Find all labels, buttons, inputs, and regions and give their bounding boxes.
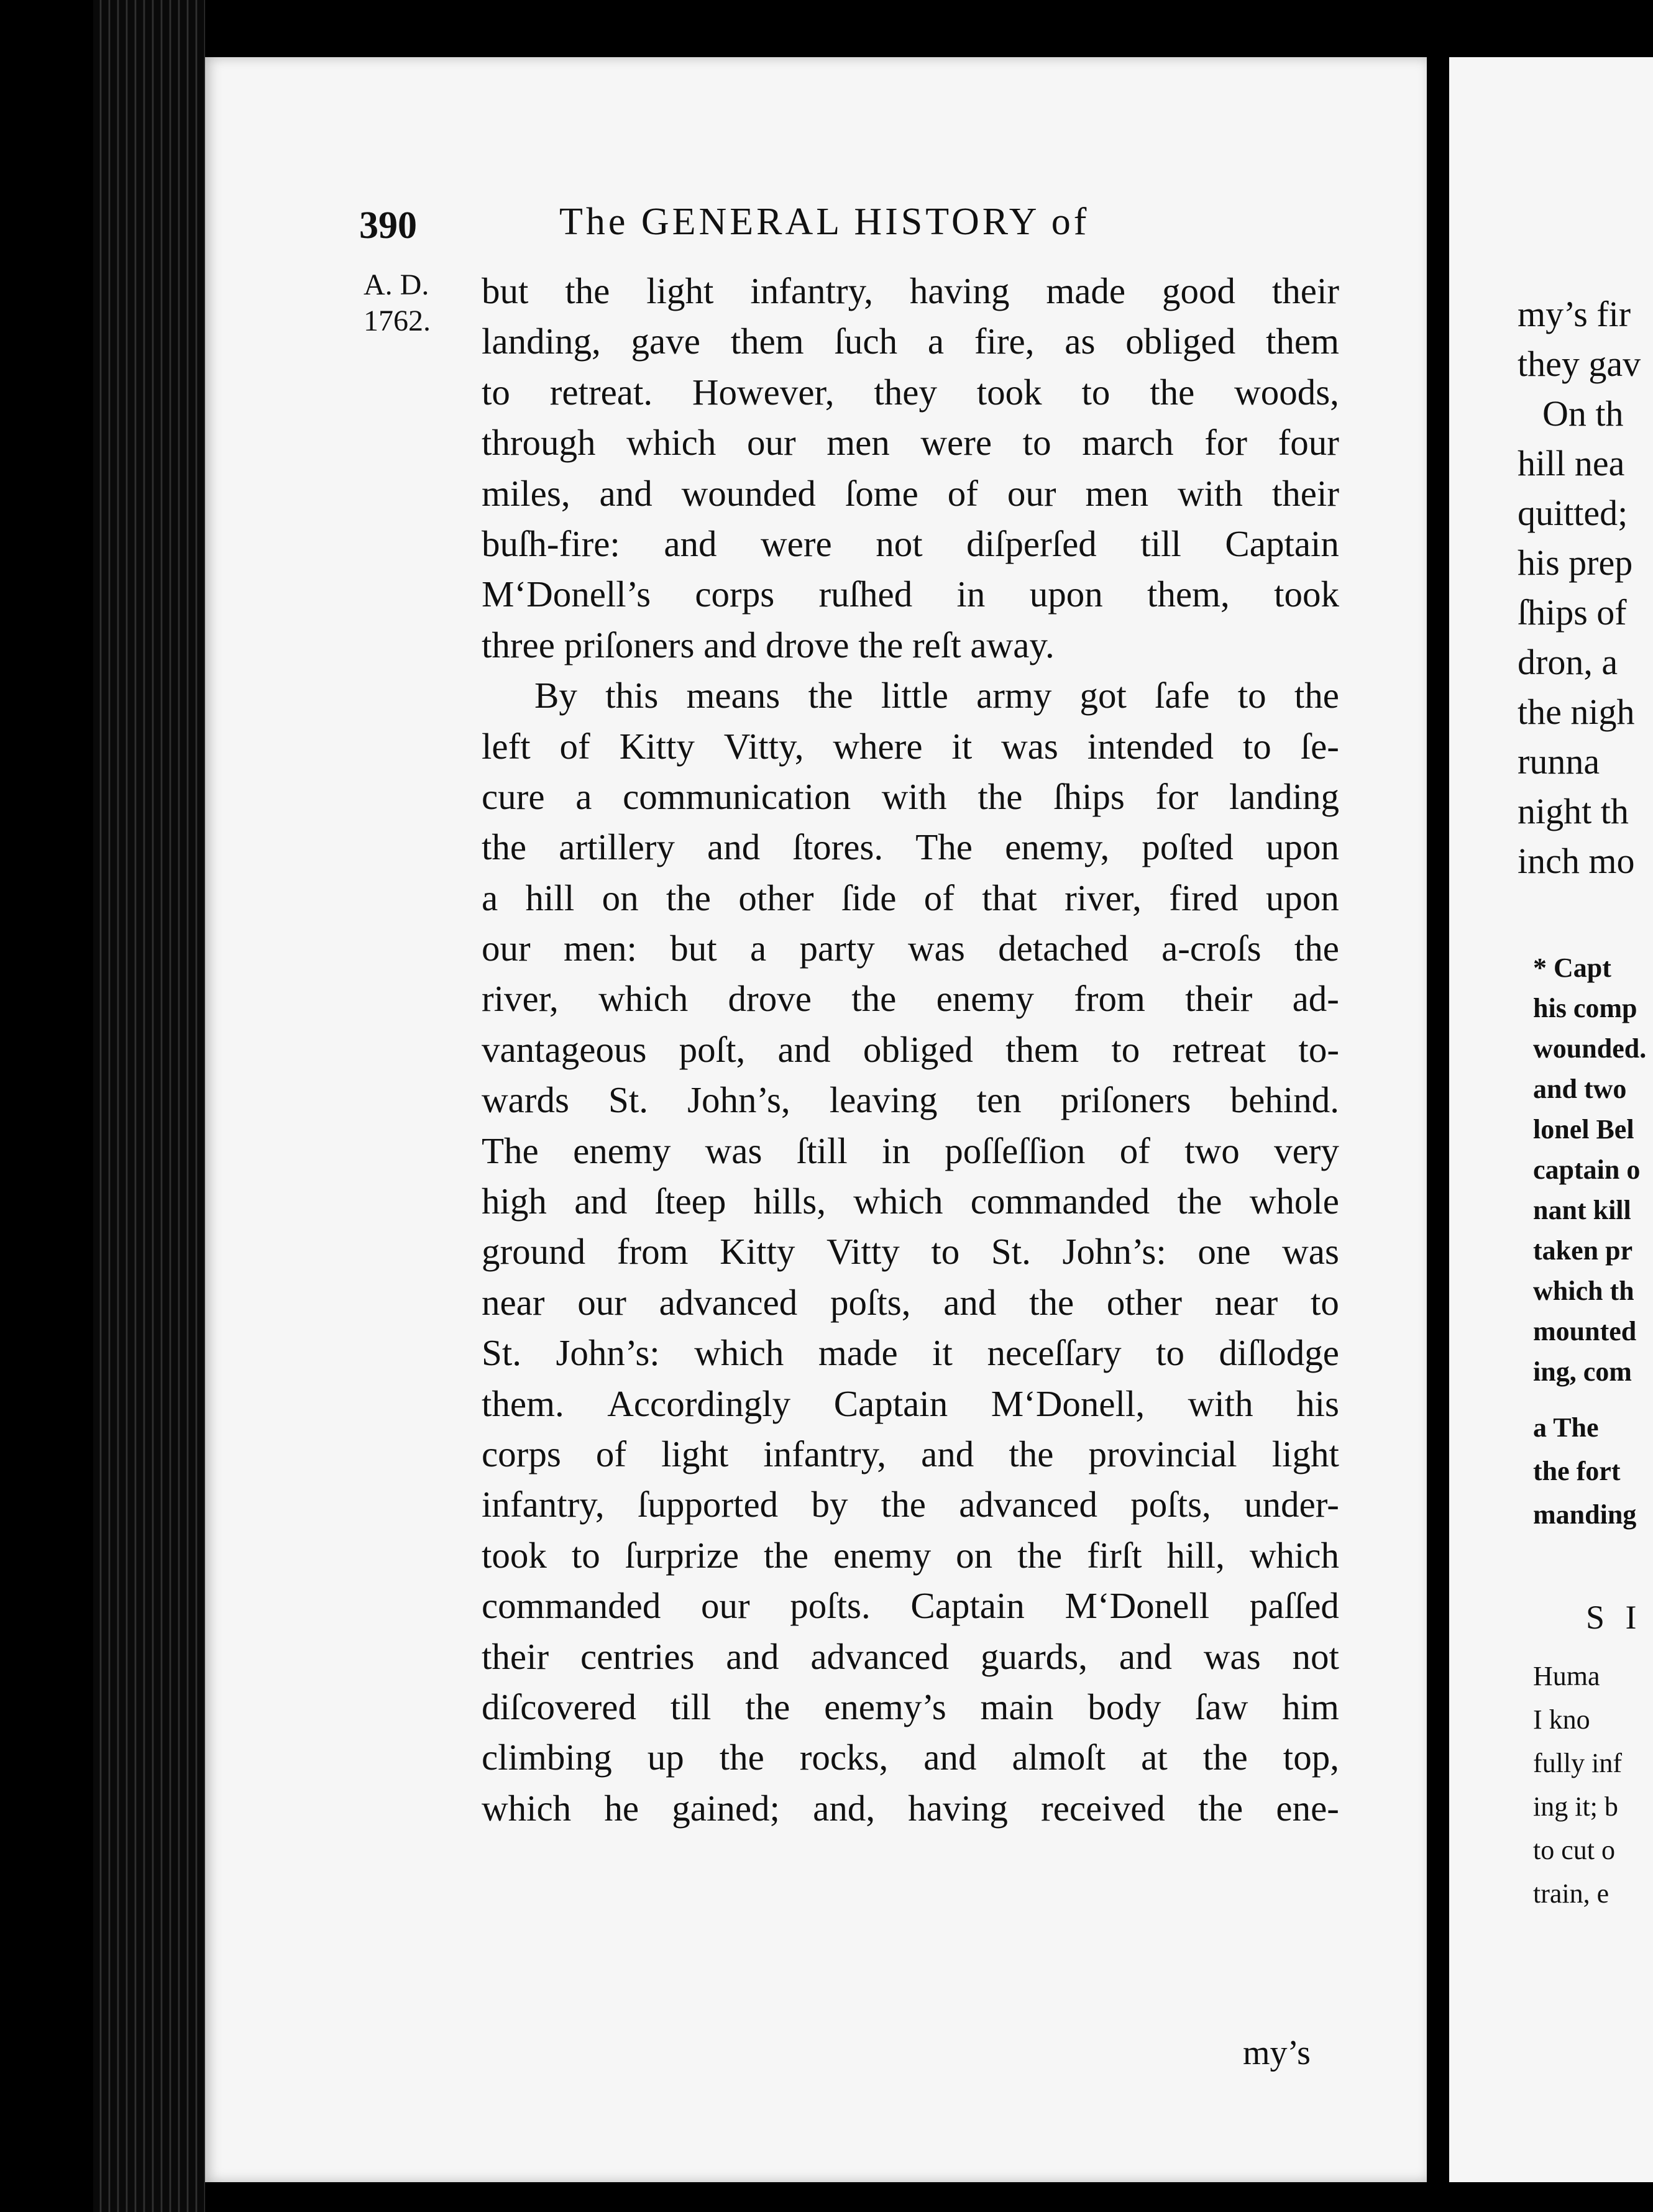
text-line: ground from Kitty Vitty to St. John’s: one was [482, 1231, 1339, 1273]
right-page-footnote-line: ing, com [1533, 1356, 1632, 1387]
text-line: their centries and advanced guards, and was not [482, 1635, 1339, 1677]
right-page-footnote-line: taken pr [1533, 1235, 1633, 1266]
text-line: corps of light infantry, and the provincial light [482, 1433, 1339, 1474]
right-page-line: the nigh [1518, 692, 1635, 732]
right-page-line: they gav [1518, 344, 1641, 384]
right-page-footnote-line: captain o [1533, 1154, 1641, 1185]
text-line: a hill on the other ſide of that river, fired upon [482, 877, 1339, 918]
text-line: through which our men were to march for four [482, 422, 1339, 464]
right-page-footnote-line: lonel Bel [1533, 1114, 1634, 1145]
right-page-line: ſhips of [1518, 592, 1627, 633]
right-page-partial [1449, 57, 1653, 2182]
right-page-footnote-line: and two [1533, 1074, 1627, 1104]
right-page-footnote-line: which th [1533, 1276, 1634, 1306]
text-line: wards St. John’s, leaving ten priſoners behind. [482, 1079, 1339, 1121]
text-line: to retreat. However, they took to the woods, [482, 371, 1339, 413]
right-page-footnote-line: wounded. [1533, 1033, 1647, 1064]
text-line: St. John’s: which made it neceſſary to diſlodge [482, 1332, 1339, 1374]
right-page-footnote-line: manding [1533, 1499, 1637, 1530]
right-page-footnote-line: the fort [1533, 1456, 1621, 1486]
right-page-section-line: to cut o [1533, 1835, 1615, 1865]
running-head [559, 200, 1089, 244]
text-line: M‘Donell’s corps ruſhed in upon them, took [482, 574, 1339, 615]
text-line: The enemy was ſtill in poſſeſſion of two very [482, 1130, 1339, 1171]
right-page-footnote-line: * Capt [1533, 953, 1611, 983]
right-page-line: On th [1542, 393, 1624, 434]
right-page-section-line: Huma [1533, 1661, 1600, 1691]
page-number: 390 [359, 204, 417, 247]
right-page-section-line: ing it; b [1533, 1791, 1618, 1822]
margin-note-date [364, 267, 431, 339]
gutter [1427, 0, 1449, 2212]
body-text [482, 266, 1339, 1834]
right-page-footnote-line: nant kill [1533, 1195, 1631, 1225]
text-line: climbing up the rocks, and almoſt at the top, [482, 1737, 1339, 1778]
right-page-footnote-line: his comp [1533, 993, 1637, 1023]
text-line: high and ſteep hills, which commanded the whole [482, 1181, 1339, 1222]
text-line: but the light infantry, having made good their [482, 270, 1339, 311]
right-page-footnote-line: a The [1533, 1412, 1599, 1443]
text-line: commanded our poſts. Captain M‘Donell paſſed [482, 1585, 1339, 1627]
right-page-line: quitted; [1518, 493, 1628, 533]
text-line: cure a communication with the ſhips for landing [482, 775, 1339, 817]
right-page-section-line: train, e [1533, 1878, 1610, 1909]
text-line: them. Accordingly Captain M‘Donell, with his [482, 1382, 1339, 1424]
text-line: miles, and wounded ſome of our men with their [482, 472, 1339, 514]
right-page-line: runna [1518, 741, 1600, 782]
right-page-section-line: S I [1586, 1599, 1643, 1636]
text-line: left of Kitty Vitty, where it was intended to ſe- [482, 725, 1339, 767]
margin-note-line: 1762. [364, 304, 431, 337]
right-page-footnote-line: mounted [1533, 1316, 1637, 1346]
book-spine [93, 0, 205, 2212]
right-page-line: my’s fir [1518, 294, 1631, 334]
text-line: By this means the little army got ſafe to the [534, 675, 1339, 716]
text-line: took to ſurprize the enemy on the firſt hill, which [482, 1534, 1339, 1576]
right-page-line: hill nea [1518, 443, 1625, 483]
margin-note-line: A. D. [364, 268, 429, 301]
right-page-line: night th [1518, 791, 1629, 831]
right-page-section-line: I kno [1533, 1704, 1590, 1735]
text-line: near our advanced poſts, and the other near to [482, 1281, 1339, 1323]
text-line: infantry, ſupported by the advanced poſts, under- [482, 1484, 1339, 1525]
text-line: river, which drove the enemy from their ad- [482, 978, 1339, 1020]
text-line: three priſoners and drove the reſt away. [482, 624, 1055, 665]
text-line: the artillery and ſtores. The enemy, poſted upon [482, 826, 1339, 868]
text-line: which he gained; and, having received the ene- [482, 1787, 1339, 1829]
catchword: my’s [1243, 2034, 1311, 2072]
text-line: buſh-fire: and were not diſperſed till Captain [482, 523, 1339, 564]
text-line: our men: but a party was detached a-croſs the [482, 928, 1339, 969]
running-head-text: The GENERAL HISTORY of [559, 201, 1090, 243]
right-page-line: inch mo [1518, 841, 1635, 881]
text-line: diſcovered till the enemy’s main body ſaw him [482, 1686, 1339, 1727]
right-page-section-line: fully inf [1533, 1748, 1622, 1778]
right-page-line: dron, a [1518, 642, 1618, 682]
text-line: vantageous poſt, and obliged them to retreat to- [482, 1028, 1339, 1070]
right-page-line: his prep [1518, 542, 1633, 583]
text-line: landing, gave them ſuch a fire, as obliged them [482, 321, 1339, 362]
